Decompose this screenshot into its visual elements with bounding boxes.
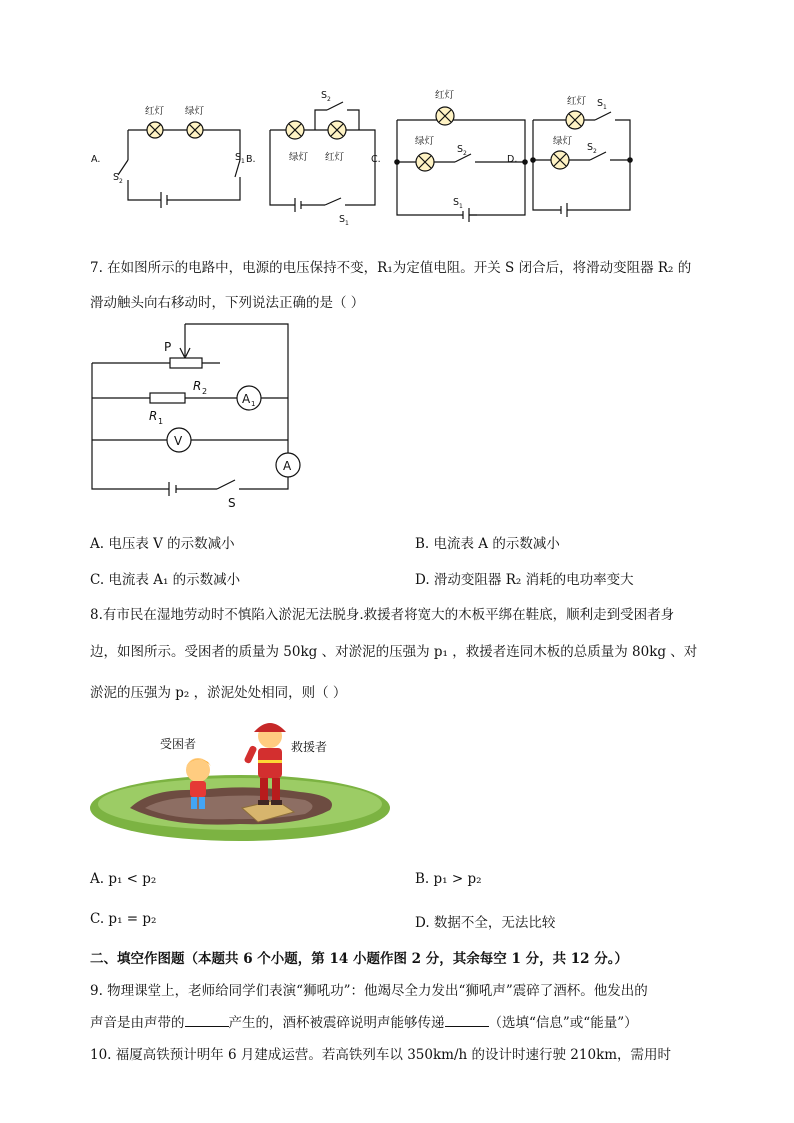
q7-option-A[interactable]: A. 电压表 V 的示数减小 (90, 536, 235, 552)
q8-line-2: 边，如图所示。受困者的质量为 50kg 、对淤泥的压强为 p₁ ，救援者连同木板的总质量为 80kg 、对 (90, 644, 698, 660)
q9-text-part-1: 声音是由声带的 (90, 1015, 185, 1031)
label-s1-sub: 1 (241, 158, 245, 165)
label-ammeter-a: A (283, 459, 292, 473)
label-voltmeter: V (174, 434, 183, 448)
label-rescuer: 救援者 (291, 740, 328, 754)
label-s1: S (453, 197, 460, 208)
label-s1: S (597, 98, 604, 109)
label-s2-sub: 2 (463, 150, 467, 157)
label-red-lamp: 红灯 (435, 90, 455, 101)
label-s1: S (339, 214, 346, 225)
label-s2-sub: 2 (327, 96, 331, 103)
option-B-letter: B. (246, 154, 256, 165)
q7-line-2: 滑动触头向右移动时，下列说法正确的是（ ） (90, 295, 365, 311)
label-r1: R (149, 409, 158, 423)
label-green-lamp: 绿灯 (185, 106, 205, 117)
q8-line-3: 淤泥的压强为 p₂ ，淤泥处处相同，则（ ） (90, 685, 347, 701)
label-s1-sub: 1 (459, 203, 463, 210)
label-green-lamp: 绿灯 (289, 152, 309, 163)
label-s1-sub: 1 (603, 104, 607, 111)
label-ammeter-a1: A (242, 392, 251, 406)
option-C-letter: C. (371, 154, 381, 165)
label-red-lamp: 红灯 (567, 96, 587, 107)
option-D-letter: D. (507, 154, 518, 165)
q9-text-part-3: （选填“信息”或“能量”） (488, 1015, 638, 1031)
label-trapped-person: 受困者 (160, 737, 197, 751)
circuit-options-figure (85, 80, 645, 225)
q9-line-2 (90, 1011, 638, 1031)
q8-option-D[interactable]: D. 数据不全，无法比较 (415, 915, 556, 931)
label-s2: S (457, 144, 464, 155)
q7-option-B[interactable]: B. 电流表 A 的示数减小 (415, 536, 560, 552)
option-A-letter: A. (91, 154, 101, 165)
label-r2-sub: 2 (202, 387, 208, 396)
label-s2: S (321, 90, 328, 101)
label-red-lamp: 红灯 (145, 106, 165, 117)
label-ammeter-a1-sub: 1 (251, 400, 256, 408)
label-s2-sub: 2 (593, 148, 597, 155)
label-s2: S (113, 172, 120, 183)
q9-text-part-2: 产生的，酒杯被震碎说明声能够传递 (228, 1015, 445, 1031)
q8-line-1: 8.有市民在湿地劳动时不慎陷入淤泥无法脱身.救援者将宽大的木板平绑在鞋底，顺利走到受困者身 (90, 607, 675, 623)
label-green-lamp: 绿灯 (415, 136, 435, 147)
q7-option-C[interactable]: C. 电流表 A₁ 的示数减小 (90, 572, 241, 588)
label-switch-s: S (228, 496, 236, 510)
q8-option-C[interactable]: C. p₁ = p₂ (90, 911, 157, 927)
label-green-lamp: 绿灯 (553, 136, 573, 147)
label-r1-sub: 1 (158, 417, 164, 426)
label-r2: R (193, 379, 202, 393)
label-s2-sub: 2 (119, 178, 123, 185)
label-s1-sub: 1 (345, 220, 349, 225)
label-slider-p: P (164, 340, 172, 354)
q9-line-1: 9. 物理课堂上，老师给同学们表演“狮吼功”：他竭尽全力发出“狮吼声”震碎了酒杯。他发出的 (90, 983, 648, 999)
q9-blank-2[interactable] (445, 1014, 489, 1027)
q8-option-B[interactable]: B. p₁ > p₂ (415, 871, 482, 887)
section-2-title: 二、填空作图题（本题共 6 个小题，第 14 小题作图 2 分，其余每空 1 分，共 12 分。） (90, 951, 629, 967)
q7-circuit-figure (85, 318, 310, 518)
q10-line-1: 10. 福厦高铁预计明年 6 月建成运营。若高铁列车以 350km/h 的设计时速行驶 210km，需用时 (90, 1047, 672, 1063)
q9-blank-1[interactable] (185, 1014, 229, 1027)
q8-option-A[interactable]: A. p₁ < p₂ (90, 871, 157, 887)
q7-line-1: 7. 在如图所示的电路中，电源的电压保持不变，R₁为定值电阻。开关 S 闭合后，将滑动变阻器 R₂ 的 (90, 260, 692, 276)
mud-rescue-illustration (90, 708, 395, 843)
label-red-lamp: 红灯 (325, 152, 345, 163)
label-s2: S (587, 142, 594, 153)
q7-option-D[interactable]: D. 滑动变阻器 R₂ 消耗的电功率变大 (415, 572, 634, 588)
label-s1: S (235, 152, 242, 163)
